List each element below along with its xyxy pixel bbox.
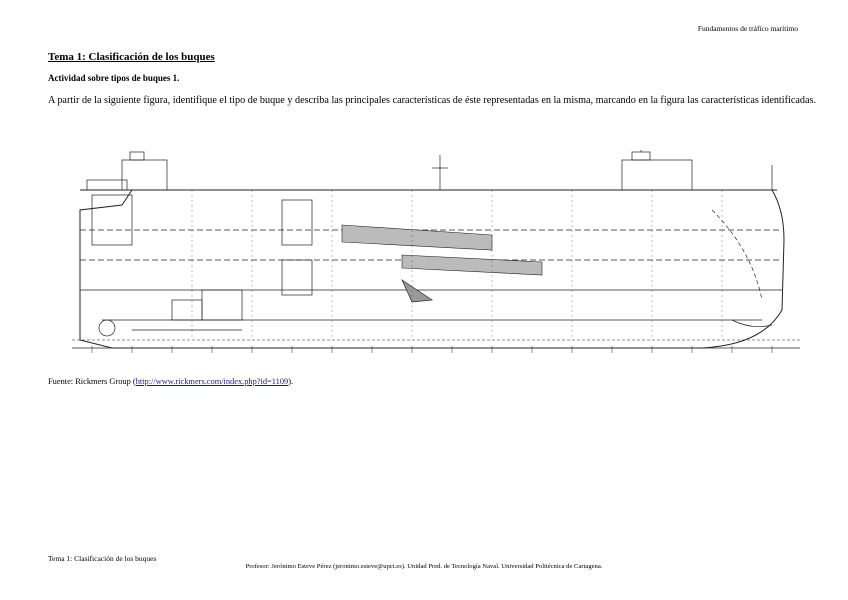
footer-section: Tema 1: Clasificación de los buques bbox=[48, 554, 157, 563]
figure-source bbox=[48, 377, 293, 386]
ship-profile-figure bbox=[72, 150, 800, 365]
page-title: Tema 1: Clasificación de los buques bbox=[48, 51, 215, 63]
source-prefix: Fuente: Rickmers Group ( bbox=[48, 377, 136, 386]
header-course: Fundamentos de tráfico marítimo bbox=[697, 24, 798, 33]
instructions-text: A partir de la siguiente figura, identifique el tipo de buque y describa las principales características de éste representadas en la misma, marcando en la figura las características identificadas. bbox=[48, 95, 816, 106]
activity-heading: Actividad sobre tipos de buques 1. bbox=[48, 73, 180, 83]
source-suffix: ). bbox=[288, 377, 294, 386]
ship-profile-drawing-icon bbox=[72, 150, 800, 365]
footer-credits: Profesor: Jerónimo Esteve Pérez (jeronimo.esteve@upct.es). Unidad Pred. de Tecnología Naval. Universidad Politécnica de Cartagena. bbox=[245, 563, 603, 570]
source-link[interactable]: http://www.rickmers.com/index.php?id=1109 bbox=[135, 377, 289, 386]
